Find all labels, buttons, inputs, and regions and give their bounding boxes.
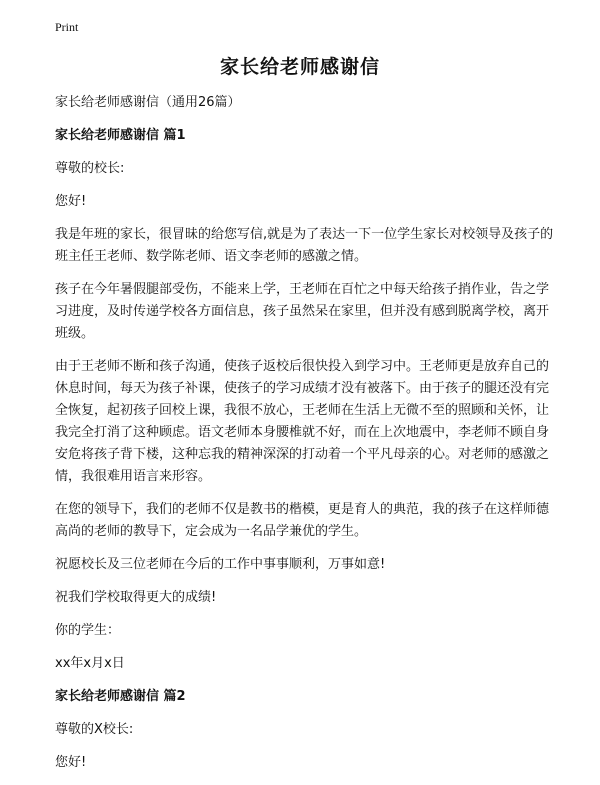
paragraph: 祝愿校长及三位老师在今后的工作中事事顺利，万事如意! [55, 557, 386, 572]
print-link[interactable]: Print [55, 20, 79, 34]
signature: 你的学生： [55, 623, 121, 638]
section-heading: 家长给老师感谢信 篇1 [55, 128, 186, 143]
paragraph: 祝我们学校取得更大的成绩! [55, 590, 217, 605]
greeting: 您好! [55, 755, 87, 770]
paragraph: 由于王老师不断和孩子沟通，使孩子返校后很快投入到学习中。王老师更是放弃自己的休息时间，每天为孩子补课，使孩子的学习成绩才没有被落下。由于孩子的腿还没有完全恢复，起初孩子回校上课，我很不放心，王老师在生活上无微不至的照顾和关怀，让我完全打消了这种顾虑。语文老师本身腰椎就不好，而在上次地震中，李老师不顾自身安危将孩子背下楼，这种忘我的精神深深的打动着一个平凡母亲的心。对老师的感激之情，我很难用语言来形容。 [55, 359, 550, 484]
paragraph: 在您的领导下，我们的老师不仅是教书的楷模，更是育人的典范，我的孩子在这样师德高尚的老师的教导下，定会成为一名品学兼优的学生。 [55, 502, 550, 539]
date-line: xx年x月x日 [55, 656, 125, 671]
document-body [55, 92, 555, 785]
paragraph: 我是年班的家长，很冒昧的给您写信,就是为了表达一下一位学生家长对校领导及孩子的班主任王老师、数学陈老师、语文李老师的感激之情。 [55, 227, 554, 264]
document-subtitle: 家长给老师感谢信（通用26篇） [55, 95, 241, 110]
section-heading: 家长给老师感谢信 篇2 [55, 689, 186, 704]
paragraph: 孩子在今年暑假腿部受伤，不能来上学，王老师在百忙之中每天给孩子捎作业，告之学习进度，及时传递学校各方面信息，孩子虽然呆在家里，但并没有感到脱离学校，离开班级。 [55, 282, 550, 341]
salutation: 尊敬的校长: [55, 161, 125, 176]
greeting: 您好! [55, 194, 87, 209]
salutation: 尊敬的X校长: [55, 722, 134, 737]
document-title: 家长给老师感谢信 [219, 56, 380, 78]
